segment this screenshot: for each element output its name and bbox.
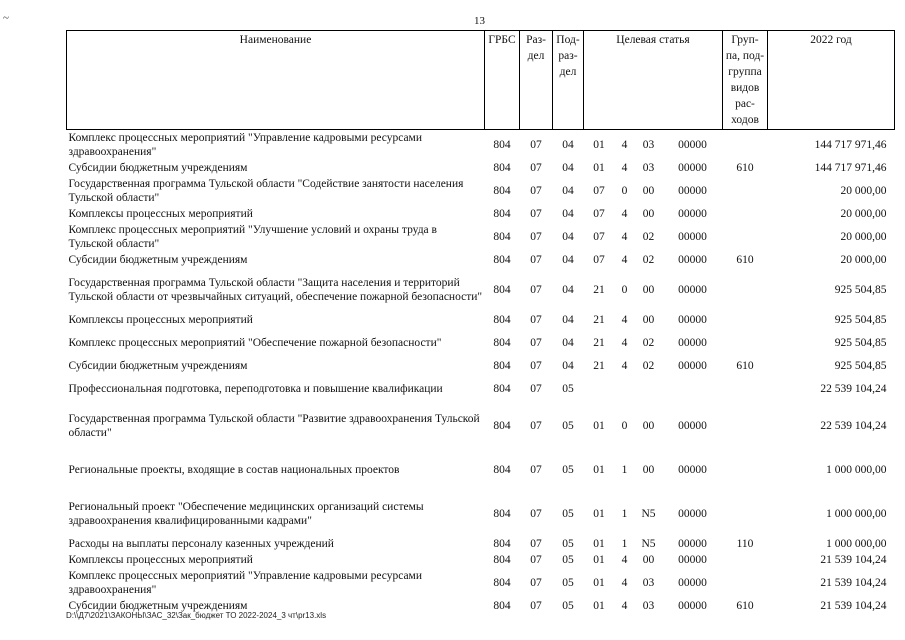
corner-mark: ~ xyxy=(3,12,9,24)
cell-grbs: 804 xyxy=(493,383,511,395)
cell-target-direction: 00000 xyxy=(678,208,707,220)
cell-target-event: 00 xyxy=(642,420,655,432)
cell-target-event: 02 xyxy=(642,337,655,349)
cell-target-type: 4 xyxy=(621,600,628,612)
cell-podrazdel: 04 xyxy=(562,162,574,174)
cell-target-event: 00 xyxy=(642,554,655,566)
cell-expense-group xyxy=(723,206,768,222)
cell-target-type: 4 xyxy=(621,208,628,220)
cell-podrazdel: 04 xyxy=(562,284,574,296)
cell-target-event: 00 xyxy=(642,464,655,476)
cell-target-direction: 00000 xyxy=(678,577,707,589)
cell-target-event: 02 xyxy=(642,360,655,372)
cell-podrazdel: 04 xyxy=(562,231,574,243)
cell-target-event: 02 xyxy=(642,231,655,243)
cell-grbs: 804 xyxy=(493,231,511,243)
cell-podrazdel: 04 xyxy=(562,185,574,197)
cell-target-direction: 00000 xyxy=(678,314,707,326)
cell-target-program: 07 xyxy=(593,254,605,266)
cell-expense-group: 610 xyxy=(736,162,754,174)
cell-razdel: 07 xyxy=(530,208,542,220)
header-podrazdel: Под-раз-дел xyxy=(553,31,584,130)
cell-expense-group: 610 xyxy=(736,254,754,266)
table-row xyxy=(67,252,895,268)
cell-grbs: 804 xyxy=(493,360,511,372)
cell-razdel: 07 xyxy=(530,185,542,197)
cell-razdel: 07 xyxy=(530,508,542,520)
cell-target-direction: 00000 xyxy=(678,600,707,612)
cell-target-event: 03 xyxy=(642,577,655,589)
cell-target-direction: 00000 xyxy=(678,162,707,174)
header-razdel: Раз-дел xyxy=(520,31,553,130)
cell-razdel: 07 xyxy=(530,464,542,476)
cell-name: Субсидии бюджетным учреждениям xyxy=(68,360,248,372)
cell-name: Комплекс процессных мероприятий "Управление кадровыми ресурсами здравоохранения" xyxy=(68,132,422,158)
cell-target-type: 4 xyxy=(621,554,628,566)
cell-target-direction: 00000 xyxy=(678,337,707,349)
cell-target-program: 07 xyxy=(593,185,605,197)
cell-expense-group xyxy=(723,176,768,206)
cell-target-direction: 00000 xyxy=(678,420,707,432)
cell-podrazdel: 05 xyxy=(562,577,574,589)
cell-podrazdel: 04 xyxy=(562,139,574,151)
cell-grbs: 804 xyxy=(493,600,511,612)
cell-expense-group xyxy=(723,404,768,448)
cell-target-direction: 00000 xyxy=(678,284,707,296)
cell-razdel: 07 xyxy=(530,600,542,612)
cell-target-event: N5 xyxy=(641,508,656,520)
cell-amount: 21 539 104,24 xyxy=(820,600,887,612)
cell-name: Государственная программа Тульской области "Защита населения и территорий Тульской области от чрезвычайных ситуаций, обеспечение пожарной безопасности" xyxy=(68,277,483,303)
cell-target-type: 4 xyxy=(621,231,628,243)
cell-razdel: 07 xyxy=(530,314,542,326)
cell-grbs: 804 xyxy=(493,162,511,174)
cell-target-type: 0 xyxy=(621,420,628,432)
cell-target-program: 01 xyxy=(593,508,605,520)
cell-target-direction: 00000 xyxy=(678,185,707,197)
cell-amount: 20 000,00 xyxy=(840,231,887,243)
cell-podrazdel: 05 xyxy=(562,554,574,566)
cell-target-type: 1 xyxy=(621,464,628,476)
cell-expense-group xyxy=(723,448,768,492)
cell-grbs: 804 xyxy=(493,538,511,550)
cell-podrazdel: 04 xyxy=(562,208,574,220)
cell-amount: 925 504,85 xyxy=(834,337,887,349)
page-number: 13 xyxy=(474,15,485,27)
cell-grbs: 804 xyxy=(493,508,511,520)
cell-grbs: 804 xyxy=(493,139,511,151)
cell-expense-group xyxy=(723,374,768,404)
header-year: 2022 год xyxy=(768,31,895,130)
cell-name: Комплексы процессных мероприятий xyxy=(68,314,253,326)
cell-razdel: 07 xyxy=(530,554,542,566)
cell-name: Государственная программа Тульской области "Содействие занятости населения Тульской области" xyxy=(68,178,464,204)
cell-grbs: 804 xyxy=(493,254,511,266)
cell-podrazdel: 05 xyxy=(562,538,574,550)
cell-grbs: 804 xyxy=(493,554,511,566)
cell-grbs: 804 xyxy=(493,337,511,349)
cell-razdel: 07 xyxy=(530,420,542,432)
cell-amount: 20 000,00 xyxy=(840,254,887,266)
cell-target-program: 07 xyxy=(593,208,605,220)
cell-target-direction: 00000 xyxy=(678,538,707,550)
cell-expense-group: 110 xyxy=(736,538,754,550)
cell-target-direction: 00000 xyxy=(678,508,707,520)
cell-target-program: 01 xyxy=(593,554,605,566)
cell-expense-group: 610 xyxy=(736,360,754,372)
cell-amount: 22 539 104,24 xyxy=(820,420,887,432)
table-row xyxy=(67,492,895,536)
cell-target-type: 0 xyxy=(621,284,628,296)
cell-razdel: 07 xyxy=(530,337,542,349)
cell-name: Региональный проект "Обеспечение медицинских организаций системы здравоохранения квалифицированными кадрами" xyxy=(68,501,424,527)
cell-target-type: 4 xyxy=(621,139,628,151)
cell-podrazdel: 04 xyxy=(562,337,574,349)
cell-amount: 925 504,85 xyxy=(834,314,887,326)
cell-podrazdel: 04 xyxy=(562,360,574,372)
table-row xyxy=(67,552,895,568)
cell-podrazdel: 05 xyxy=(562,508,574,520)
table-row xyxy=(67,374,895,404)
cell-podrazdel: 05 xyxy=(562,600,574,612)
cell-grbs: 804 xyxy=(493,314,511,326)
cell-amount: 925 504,85 xyxy=(834,360,887,372)
cell-amount: 1 000 000,00 xyxy=(826,508,887,520)
cell-name: Субсидии бюджетным учреждениям xyxy=(68,600,248,612)
cell-target-program: 01 xyxy=(593,464,605,476)
table-row xyxy=(67,536,895,552)
cell-amount: 22 539 104,24 xyxy=(820,383,887,395)
cell-target-program: 21 xyxy=(593,360,605,372)
cell-razdel: 07 xyxy=(530,284,542,296)
cell-target-type: 4 xyxy=(621,314,628,326)
cell-expense-group xyxy=(723,222,768,252)
cell-name: Региональные проекты, входящие в состав национальных проектов xyxy=(68,464,400,476)
cell-target-event: N5 xyxy=(641,538,656,550)
table-row xyxy=(67,448,895,492)
cell-grbs: 804 xyxy=(493,464,511,476)
cell-expense-group xyxy=(723,268,768,312)
cell-amount: 144 717 971,46 xyxy=(814,162,887,174)
cell-target-direction: 00000 xyxy=(678,139,707,151)
cell-amount: 21 539 104,24 xyxy=(820,577,887,589)
table-row xyxy=(67,176,895,206)
cell-grbs: 804 xyxy=(493,208,511,220)
table-row xyxy=(67,312,895,328)
cell-name: Комплекс процессных мероприятий "Улучшение условий и охраны труда в Тульской области" xyxy=(68,224,437,250)
cell-name: Субсидии бюджетным учреждениям xyxy=(68,162,248,174)
table-row xyxy=(67,404,895,448)
cell-razdel: 07 xyxy=(530,231,542,243)
cell-target-event: 00 xyxy=(642,314,655,326)
header-grbs: ГРБС xyxy=(485,31,520,130)
cell-target-direction: 00000 xyxy=(678,360,707,372)
table-row xyxy=(67,268,895,312)
cell-razdel: 07 xyxy=(530,360,542,372)
footer-file-path: D:\\Д7\2021\ЗАКОНЫ\ЗАС_32\Зак_бюджет ТО 2022-2024_3 чт\pr13.xls xyxy=(66,611,327,620)
cell-target-event xyxy=(635,374,663,404)
cell-expense-group xyxy=(723,328,768,358)
cell-expense-group xyxy=(723,568,768,598)
cell-name: Государственная программа Тульской области "Развитие здравоохранения Тульской области" xyxy=(68,413,480,439)
cell-podrazdel: 04 xyxy=(562,254,574,266)
table-row xyxy=(67,160,895,176)
cell-target-type xyxy=(615,374,635,404)
table-row xyxy=(67,206,895,222)
cell-target-type: 4 xyxy=(621,254,628,266)
cell-target-event: 03 xyxy=(642,139,655,151)
table-header-row xyxy=(67,31,895,130)
cell-target-event: 02 xyxy=(642,254,655,266)
cell-target-program: 01 xyxy=(593,600,605,612)
cell-target-direction: 00000 xyxy=(678,464,707,476)
cell-razdel: 07 xyxy=(530,577,542,589)
cell-target-direction: 00000 xyxy=(678,231,707,243)
cell-razdel: 07 xyxy=(530,162,542,174)
cell-target-type: 4 xyxy=(621,360,628,372)
cell-name: Комплекс процессных мероприятий "Обеспечение пожарной безопасности" xyxy=(68,337,442,349)
cell-podrazdel: 05 xyxy=(562,420,574,432)
table-row xyxy=(67,358,895,374)
cell-name: Расходы на выплаты персоналу казенных учреждений xyxy=(68,538,334,550)
cell-target-program: 01 xyxy=(593,162,605,174)
cell-target-type: 1 xyxy=(621,508,628,520)
cell-podrazdel: 04 xyxy=(562,314,574,326)
cell-grbs: 804 xyxy=(493,185,511,197)
cell-target-program: 01 xyxy=(593,538,605,550)
cell-name: Субсидии бюджетным учреждениям xyxy=(68,254,248,266)
cell-amount: 1 000 000,00 xyxy=(826,538,887,550)
cell-razdel: 07 xyxy=(530,383,542,395)
cell-target-direction: 00000 xyxy=(678,554,707,566)
cell-expense-group xyxy=(723,312,768,328)
cell-target-program: 21 xyxy=(593,337,605,349)
cell-target-type: 1 xyxy=(621,538,628,550)
cell-name: Комплекс процессных мероприятий "Управление кадровыми ресурсами здравоохранения" xyxy=(68,570,422,596)
table-body xyxy=(67,130,895,615)
cell-amount: 1 000 000,00 xyxy=(826,464,887,476)
cell-target-type: 4 xyxy=(621,577,628,589)
cell-target-program: 01 xyxy=(593,139,605,151)
header-gruppa-vidov-rashodov: Груп-па, под-группа видов рас-ходов xyxy=(723,31,768,130)
cell-target-program xyxy=(584,374,615,404)
cell-expense-group xyxy=(723,130,768,161)
cell-grbs: 804 xyxy=(493,577,511,589)
cell-razdel: 07 xyxy=(530,538,542,550)
cell-target-program: 01 xyxy=(593,577,605,589)
cell-target-type: 0 xyxy=(621,185,628,197)
cell-expense-group xyxy=(723,552,768,568)
cell-expense-group xyxy=(723,492,768,536)
cell-razdel: 07 xyxy=(530,139,542,151)
cell-target-event: 00 xyxy=(642,284,655,296)
cell-target-program: 21 xyxy=(593,284,605,296)
cell-target-event: 00 xyxy=(642,208,655,220)
cell-target-event: 03 xyxy=(642,600,655,612)
cell-name: Комплексы процессных мероприятий xyxy=(68,554,253,566)
table-row xyxy=(67,328,895,358)
cell-target-direction xyxy=(663,374,723,404)
cell-podrazdel: 05 xyxy=(562,464,574,476)
cell-amount: 925 504,85 xyxy=(834,284,887,296)
cell-target-type: 4 xyxy=(621,337,628,349)
cell-amount: 21 539 104,24 xyxy=(820,554,887,566)
table-row xyxy=(67,130,895,161)
header-name: Наименование xyxy=(67,31,485,130)
table-row xyxy=(67,222,895,252)
header-tselevaya-statya: Целевая статья xyxy=(584,31,723,130)
cell-target-event: 00 xyxy=(642,185,655,197)
cell-target-type: 4 xyxy=(621,162,628,174)
cell-expense-group: 610 xyxy=(736,600,754,612)
cell-amount: 20 000,00 xyxy=(840,185,887,197)
cell-target-program: 21 xyxy=(593,314,605,326)
table-row xyxy=(67,568,895,598)
cell-target-program: 01 xyxy=(593,420,605,432)
cell-amount: 20 000,00 xyxy=(840,208,887,220)
cell-grbs: 804 xyxy=(493,284,511,296)
cell-podrazdel: 05 xyxy=(562,383,574,395)
cell-razdel: 07 xyxy=(530,254,542,266)
budget-table xyxy=(66,30,895,614)
cell-target-event: 03 xyxy=(642,162,655,174)
cell-name: Профессиональная подготовка, переподготовка и повышение квалификации xyxy=(68,383,443,395)
cell-grbs: 804 xyxy=(493,420,511,432)
cell-target-direction: 00000 xyxy=(678,254,707,266)
cell-target-program: 07 xyxy=(593,231,605,243)
cell-amount: 144 717 971,46 xyxy=(814,139,887,151)
cell-name: Комплексы процессных мероприятий xyxy=(68,208,253,220)
